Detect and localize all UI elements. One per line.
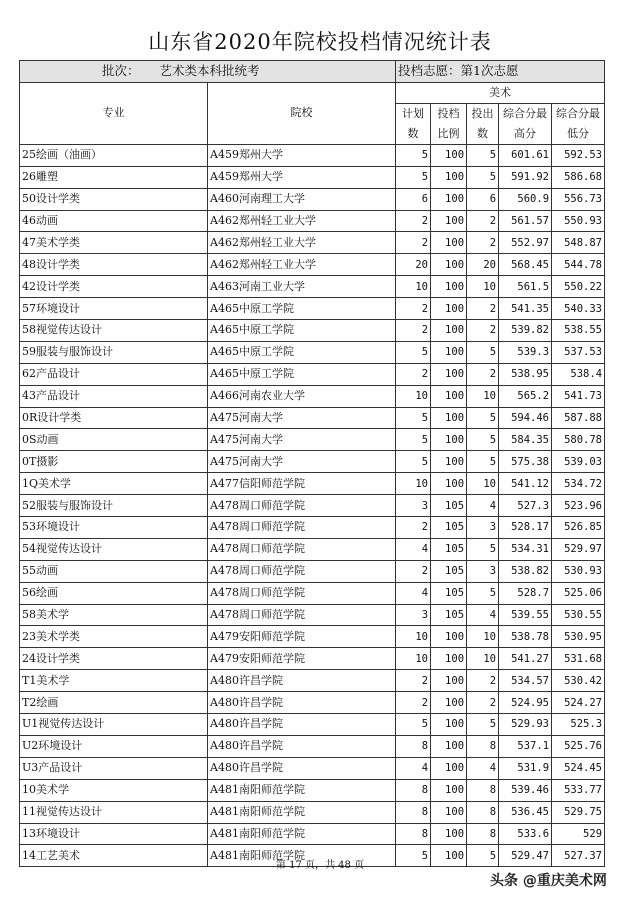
- cell-ratio: 100: [431, 626, 467, 648]
- cell-ratio: 100: [431, 823, 467, 845]
- cell-plan: 5: [396, 845, 431, 867]
- table-row: [20, 648, 605, 670]
- cell-max: 561.5: [499, 276, 552, 298]
- cell-count: 5: [467, 451, 499, 473]
- cell-count: 3: [467, 517, 499, 539]
- cell-max: 538.95: [499, 363, 552, 385]
- cell-min: 530.95: [552, 626, 605, 648]
- table-row: [20, 582, 605, 604]
- cell-count: 5: [467, 538, 499, 560]
- cell-ratio: 100: [431, 385, 467, 407]
- cell-min: 524.45: [552, 757, 605, 779]
- cell-school: A479安阳师范学院: [208, 648, 396, 670]
- page-footer: 第 17 页，共 48 页: [275, 860, 365, 871]
- cell-min: 537.53: [552, 341, 605, 363]
- cell-min: 525.76: [552, 735, 605, 757]
- cell-plan: 4: [396, 538, 431, 560]
- cell-school: A459郑州大学: [208, 166, 396, 188]
- cell-plan: 10: [396, 648, 431, 670]
- cell-max: 539.82: [499, 320, 552, 342]
- cell-max: 528.17: [499, 517, 552, 539]
- cell-plan: 2: [396, 692, 431, 714]
- cell-major: 59服装与服饰设计: [20, 341, 208, 363]
- table-row: [20, 538, 605, 560]
- cell-plan: 2: [396, 363, 431, 385]
- table-row: [20, 429, 605, 451]
- cell-plan: 3: [396, 604, 431, 626]
- cell-min: 538.55: [552, 320, 605, 342]
- cell-school: A480许昌学院: [208, 735, 396, 757]
- cell-major: 62产品设计: [20, 363, 208, 385]
- cell-plan: 2: [396, 232, 431, 254]
- table-row: [20, 473, 605, 495]
- cell-ratio: 105: [431, 517, 467, 539]
- cell-ratio: 100: [431, 188, 467, 210]
- cell-min: 539.03: [552, 451, 605, 473]
- cell-major: 52服装与服饰设计: [20, 495, 208, 517]
- cell-plan: 5: [396, 407, 431, 429]
- cell-count: 8: [467, 735, 499, 757]
- cell-ratio: 100: [431, 166, 467, 188]
- cell-school: A478周口师范学院: [208, 582, 396, 604]
- cell-plan: 5: [396, 166, 431, 188]
- cell-ratio: 100: [431, 451, 467, 473]
- batch-label: 批次：: [102, 63, 140, 79]
- cell-min: 592.53: [552, 144, 605, 166]
- cell-major: 23美术学类: [20, 626, 208, 648]
- admission-table: [19, 60, 605, 867]
- header-ratio: 投档比例: [431, 103, 467, 144]
- cell-school: A477信阳师范学院: [208, 473, 396, 495]
- cell-major: U3产品设计: [20, 757, 208, 779]
- cell-count: 2: [467, 232, 499, 254]
- batch-cell: [20, 61, 396, 83]
- table-row: [20, 560, 605, 582]
- cell-ratio: 100: [431, 714, 467, 736]
- table-row: [20, 779, 605, 801]
- cell-min: 530.93: [552, 560, 605, 582]
- cell-max: 539.3: [499, 341, 552, 363]
- cell-count: 5: [467, 144, 499, 166]
- cell-ratio: 100: [431, 779, 467, 801]
- cell-ratio: 100: [431, 648, 467, 670]
- table-row: [20, 714, 605, 736]
- cell-plan: 5: [396, 144, 431, 166]
- cell-min: 529.97: [552, 538, 605, 560]
- header-school: 院校: [208, 82, 396, 144]
- cell-school: A462郑州轻工业大学: [208, 232, 396, 254]
- cell-school: A478周口师范学院: [208, 538, 396, 560]
- cell-max: 531.9: [499, 757, 552, 779]
- cell-ratio: 100: [431, 276, 467, 298]
- cell-ratio: 100: [431, 473, 467, 495]
- cell-max: 534.31: [499, 538, 552, 560]
- cell-plan: 20: [396, 254, 431, 276]
- cell-min: 523.96: [552, 495, 605, 517]
- table-row: [20, 407, 605, 429]
- cell-major: T1美术学: [20, 670, 208, 692]
- table-row: [20, 517, 605, 539]
- page-title: 山东省2020年院校投档情况统计表: [148, 30, 492, 54]
- cell-max: 539.46: [499, 779, 552, 801]
- cell-plan: 8: [396, 779, 431, 801]
- cell-min: 586.68: [552, 166, 605, 188]
- cell-max: 529.93: [499, 714, 552, 736]
- cell-ratio: 100: [431, 429, 467, 451]
- cell-min: 525.06: [552, 582, 605, 604]
- table-row: [20, 451, 605, 473]
- cell-count: 2: [467, 320, 499, 342]
- cell-plan: 6: [396, 188, 431, 210]
- cell-max: 561.57: [499, 210, 552, 232]
- cell-max: 584.35: [499, 429, 552, 451]
- cell-ratio: 105: [431, 538, 467, 560]
- table-row: [20, 626, 605, 648]
- cell-ratio: 100: [431, 232, 467, 254]
- cell-max: 575.38: [499, 451, 552, 473]
- cell-min: 550.22: [552, 276, 605, 298]
- cell-major: 55动画: [20, 560, 208, 582]
- cell-plan: 8: [396, 735, 431, 757]
- cell-min: 548.87: [552, 232, 605, 254]
- cell-count: 5: [467, 429, 499, 451]
- cell-plan: 3: [396, 495, 431, 517]
- cell-school: A481南阳师范学院: [208, 779, 396, 801]
- table-row: [20, 735, 605, 757]
- cell-count: 10: [467, 276, 499, 298]
- table-row: [20, 801, 605, 823]
- cell-min: 529: [552, 823, 605, 845]
- cell-count: 2: [467, 670, 499, 692]
- cell-major: 0S动画: [20, 429, 208, 451]
- cell-major: 26雕塑: [20, 166, 208, 188]
- cell-count: 8: [467, 801, 499, 823]
- cell-max: 528.7: [499, 582, 552, 604]
- cell-count: 2: [467, 298, 499, 320]
- cell-ratio: 100: [431, 210, 467, 232]
- cell-count: 5: [467, 582, 499, 604]
- cell-min: 526.85: [552, 517, 605, 539]
- header-group-art: 美术: [396, 82, 605, 103]
- cell-major: 42设计学类: [20, 276, 208, 298]
- cell-major: T2绘画: [20, 692, 208, 714]
- table-row: [20, 670, 605, 692]
- cell-plan: 2: [396, 670, 431, 692]
- cell-plan: 10: [396, 473, 431, 495]
- cell-school: A480许昌学院: [208, 670, 396, 692]
- table-row: [20, 604, 605, 626]
- cell-ratio: 100: [431, 254, 467, 276]
- cell-plan: 4: [396, 757, 431, 779]
- table-row: [20, 254, 605, 276]
- cell-ratio: 100: [431, 757, 467, 779]
- cell-plan: 2: [396, 560, 431, 582]
- cell-school: A481南阳师范学院: [208, 845, 396, 867]
- cell-major: 14工艺美术: [20, 845, 208, 867]
- cell-major: 24设计学类: [20, 648, 208, 670]
- cell-ratio: 100: [431, 407, 467, 429]
- cell-max: 591.92: [499, 166, 552, 188]
- cell-school: A475河南大学: [208, 429, 396, 451]
- cell-min: 530.55: [552, 604, 605, 626]
- cell-plan: 2: [396, 210, 431, 232]
- cell-school: A480许昌学院: [208, 714, 396, 736]
- cell-min: 580.78: [552, 429, 605, 451]
- cell-min: 524.27: [552, 692, 605, 714]
- cell-ratio: 100: [431, 670, 467, 692]
- cell-major: 46动画: [20, 210, 208, 232]
- cell-min: 541.73: [552, 385, 605, 407]
- cell-min: 527.37: [552, 845, 605, 867]
- cell-major: 1Q美术学: [20, 473, 208, 495]
- cell-count: 5: [467, 845, 499, 867]
- cell-plan: 5: [396, 429, 431, 451]
- cell-plan: 5: [396, 451, 431, 473]
- cell-max: 529.47: [499, 845, 552, 867]
- cell-count: 5: [467, 166, 499, 188]
- cell-max: 541.35: [499, 298, 552, 320]
- cell-plan: 2: [396, 320, 431, 342]
- cell-max: 524.95: [499, 692, 552, 714]
- table-row: [20, 210, 605, 232]
- cell-ratio: 105: [431, 582, 467, 604]
- cell-count: 8: [467, 779, 499, 801]
- cell-max: 541.27: [499, 648, 552, 670]
- cell-min: 587.88: [552, 407, 605, 429]
- watermark-text: 头条 @重庆美术网: [490, 873, 607, 889]
- cell-count: 2: [467, 210, 499, 232]
- cell-plan: 4: [396, 582, 431, 604]
- cell-school: A475河南大学: [208, 451, 396, 473]
- cell-min: 534.72: [552, 473, 605, 495]
- header-plan: 计划数: [396, 103, 431, 144]
- cell-ratio: 100: [431, 845, 467, 867]
- cell-major: 25绘画（油画）: [20, 144, 208, 166]
- cell-major: 47美术学类: [20, 232, 208, 254]
- header-max: 综合分最高分: [499, 103, 552, 144]
- table-row: [20, 341, 605, 363]
- cell-count: 4: [467, 495, 499, 517]
- batch-value: 艺术类本科批统考: [159, 63, 260, 79]
- cell-school: A478周口师范学院: [208, 560, 396, 582]
- cell-major: 58视觉传达设计: [20, 320, 208, 342]
- cell-school: A465中原工学院: [208, 298, 396, 320]
- cell-ratio: 100: [431, 341, 467, 363]
- cell-major: 0T摄影: [20, 451, 208, 473]
- cell-school: A460河南理工大学: [208, 188, 396, 210]
- cell-max: 538.82: [499, 560, 552, 582]
- header-major: 专业: [20, 82, 208, 144]
- table-row: [20, 495, 605, 517]
- cell-min: 525.3: [552, 714, 605, 736]
- cell-school: A480许昌学院: [208, 692, 396, 714]
- header-row-group: [20, 82, 605, 103]
- cell-count: 8: [467, 823, 499, 845]
- cell-min: 529.75: [552, 801, 605, 823]
- cell-plan: 8: [396, 801, 431, 823]
- cell-max: 560.9: [499, 188, 552, 210]
- cell-min: 540.33: [552, 298, 605, 320]
- table-row: [20, 363, 605, 385]
- cell-major: 56绘画: [20, 582, 208, 604]
- cell-school: A478周口师范学院: [208, 517, 396, 539]
- cell-major: 13环境设计: [20, 823, 208, 845]
- cell-major: 48设计学类: [20, 254, 208, 276]
- header-min: 综合分最低分: [552, 103, 605, 144]
- cell-school: A465中原工学院: [208, 320, 396, 342]
- cell-max: 538.78: [499, 626, 552, 648]
- table-row: [20, 757, 605, 779]
- cell-school: A479安阳师范学院: [208, 626, 396, 648]
- table-row: [20, 385, 605, 407]
- cell-major: U2环境设计: [20, 735, 208, 757]
- cell-max: 594.46: [499, 407, 552, 429]
- cell-ratio: 100: [431, 801, 467, 823]
- cell-max: 541.12: [499, 473, 552, 495]
- cell-school: A459郑州大学: [208, 144, 396, 166]
- cell-ratio: 100: [431, 320, 467, 342]
- cell-school: A480许昌学院: [208, 757, 396, 779]
- cell-plan: 5: [396, 341, 431, 363]
- cell-count: 2: [467, 692, 499, 714]
- cell-max: 568.45: [499, 254, 552, 276]
- cell-school: A465中原工学院: [208, 341, 396, 363]
- cell-max: 527.3: [499, 495, 552, 517]
- cell-school: A462郑州轻工业大学: [208, 254, 396, 276]
- cell-school: A465中原工学院: [208, 363, 396, 385]
- cell-min: 544.78: [552, 254, 605, 276]
- cell-school: A478周口师范学院: [208, 495, 396, 517]
- cell-min: 533.77: [552, 779, 605, 801]
- cell-min: 538.4: [552, 363, 605, 385]
- watermark: [490, 870, 607, 890]
- cell-school: A481南阳师范学院: [208, 801, 396, 823]
- cell-count: 10: [467, 473, 499, 495]
- cell-major: 54视觉传达设计: [20, 538, 208, 560]
- cell-major: 58美术学: [20, 604, 208, 626]
- cell-ratio: 105: [431, 560, 467, 582]
- cell-ratio: 100: [431, 144, 467, 166]
- cell-plan: 2: [396, 298, 431, 320]
- cell-school: A481南阳师范学院: [208, 823, 396, 845]
- table-row: [20, 166, 605, 188]
- cell-ratio: 105: [431, 495, 467, 517]
- cell-count: 10: [467, 626, 499, 648]
- cell-count: 6: [467, 188, 499, 210]
- cell-school: A462郑州轻工业大学: [208, 210, 396, 232]
- cell-school: A466河南农业大学: [208, 385, 396, 407]
- cell-max: 533.6: [499, 823, 552, 845]
- cell-count: 4: [467, 604, 499, 626]
- cell-count: 5: [467, 714, 499, 736]
- cell-plan: 10: [396, 626, 431, 648]
- header-count: 投出数: [467, 103, 499, 144]
- cell-count: 5: [467, 341, 499, 363]
- cell-max: 536.45: [499, 801, 552, 823]
- cell-plan: 2: [396, 517, 431, 539]
- table-row: [20, 298, 605, 320]
- cell-major: 53环境设计: [20, 517, 208, 539]
- table-row: [20, 276, 605, 298]
- cell-school: A475河南大学: [208, 407, 396, 429]
- cell-count: 4: [467, 757, 499, 779]
- cell-count: 3: [467, 560, 499, 582]
- cell-min: 556.73: [552, 188, 605, 210]
- cell-max: 552.97: [499, 232, 552, 254]
- cell-plan: 10: [396, 385, 431, 407]
- cell-school: A463河南工业大学: [208, 276, 396, 298]
- cell-major: 0R设计学类: [20, 407, 208, 429]
- cell-max: 534.57: [499, 670, 552, 692]
- cell-min: 550.93: [552, 210, 605, 232]
- cell-plan: 5: [396, 714, 431, 736]
- cell-ratio: 100: [431, 735, 467, 757]
- table-row: [20, 320, 605, 342]
- table-row: [20, 144, 605, 166]
- volunteer-cell: 投档志愿：第1次志愿: [396, 61, 605, 83]
- cell-ratio: 105: [431, 604, 467, 626]
- cell-school: A478周口师范学院: [208, 604, 396, 626]
- cell-count: 5: [467, 407, 499, 429]
- batch-bar: [20, 61, 605, 83]
- cell-max: 601.61: [499, 144, 552, 166]
- cell-major: 43产品设计: [20, 385, 208, 407]
- table-row: [20, 692, 605, 714]
- cell-min: 531.68: [552, 648, 605, 670]
- table-row: [20, 823, 605, 845]
- cell-min: 530.42: [552, 670, 605, 692]
- cell-ratio: 100: [431, 363, 467, 385]
- cell-max: 565.2: [499, 385, 552, 407]
- cell-ratio: 100: [431, 298, 467, 320]
- cell-count: 10: [467, 648, 499, 670]
- cell-max: 539.55: [499, 604, 552, 626]
- cell-count: 20: [467, 254, 499, 276]
- table-row: [20, 188, 605, 210]
- cell-count: 10: [467, 385, 499, 407]
- cell-plan: 8: [396, 823, 431, 845]
- cell-ratio: 100: [431, 692, 467, 714]
- cell-major: U1视觉传达设计: [20, 714, 208, 736]
- cell-major: 11视觉传达设计: [20, 801, 208, 823]
- cell-plan: 10: [396, 276, 431, 298]
- table-row: [20, 232, 605, 254]
- cell-major: 10美术学: [20, 779, 208, 801]
- cell-major: 50设计学类: [20, 188, 208, 210]
- cell-count: 2: [467, 363, 499, 385]
- cell-major: 57环境设计: [20, 298, 208, 320]
- cell-max: 537.1: [499, 735, 552, 757]
